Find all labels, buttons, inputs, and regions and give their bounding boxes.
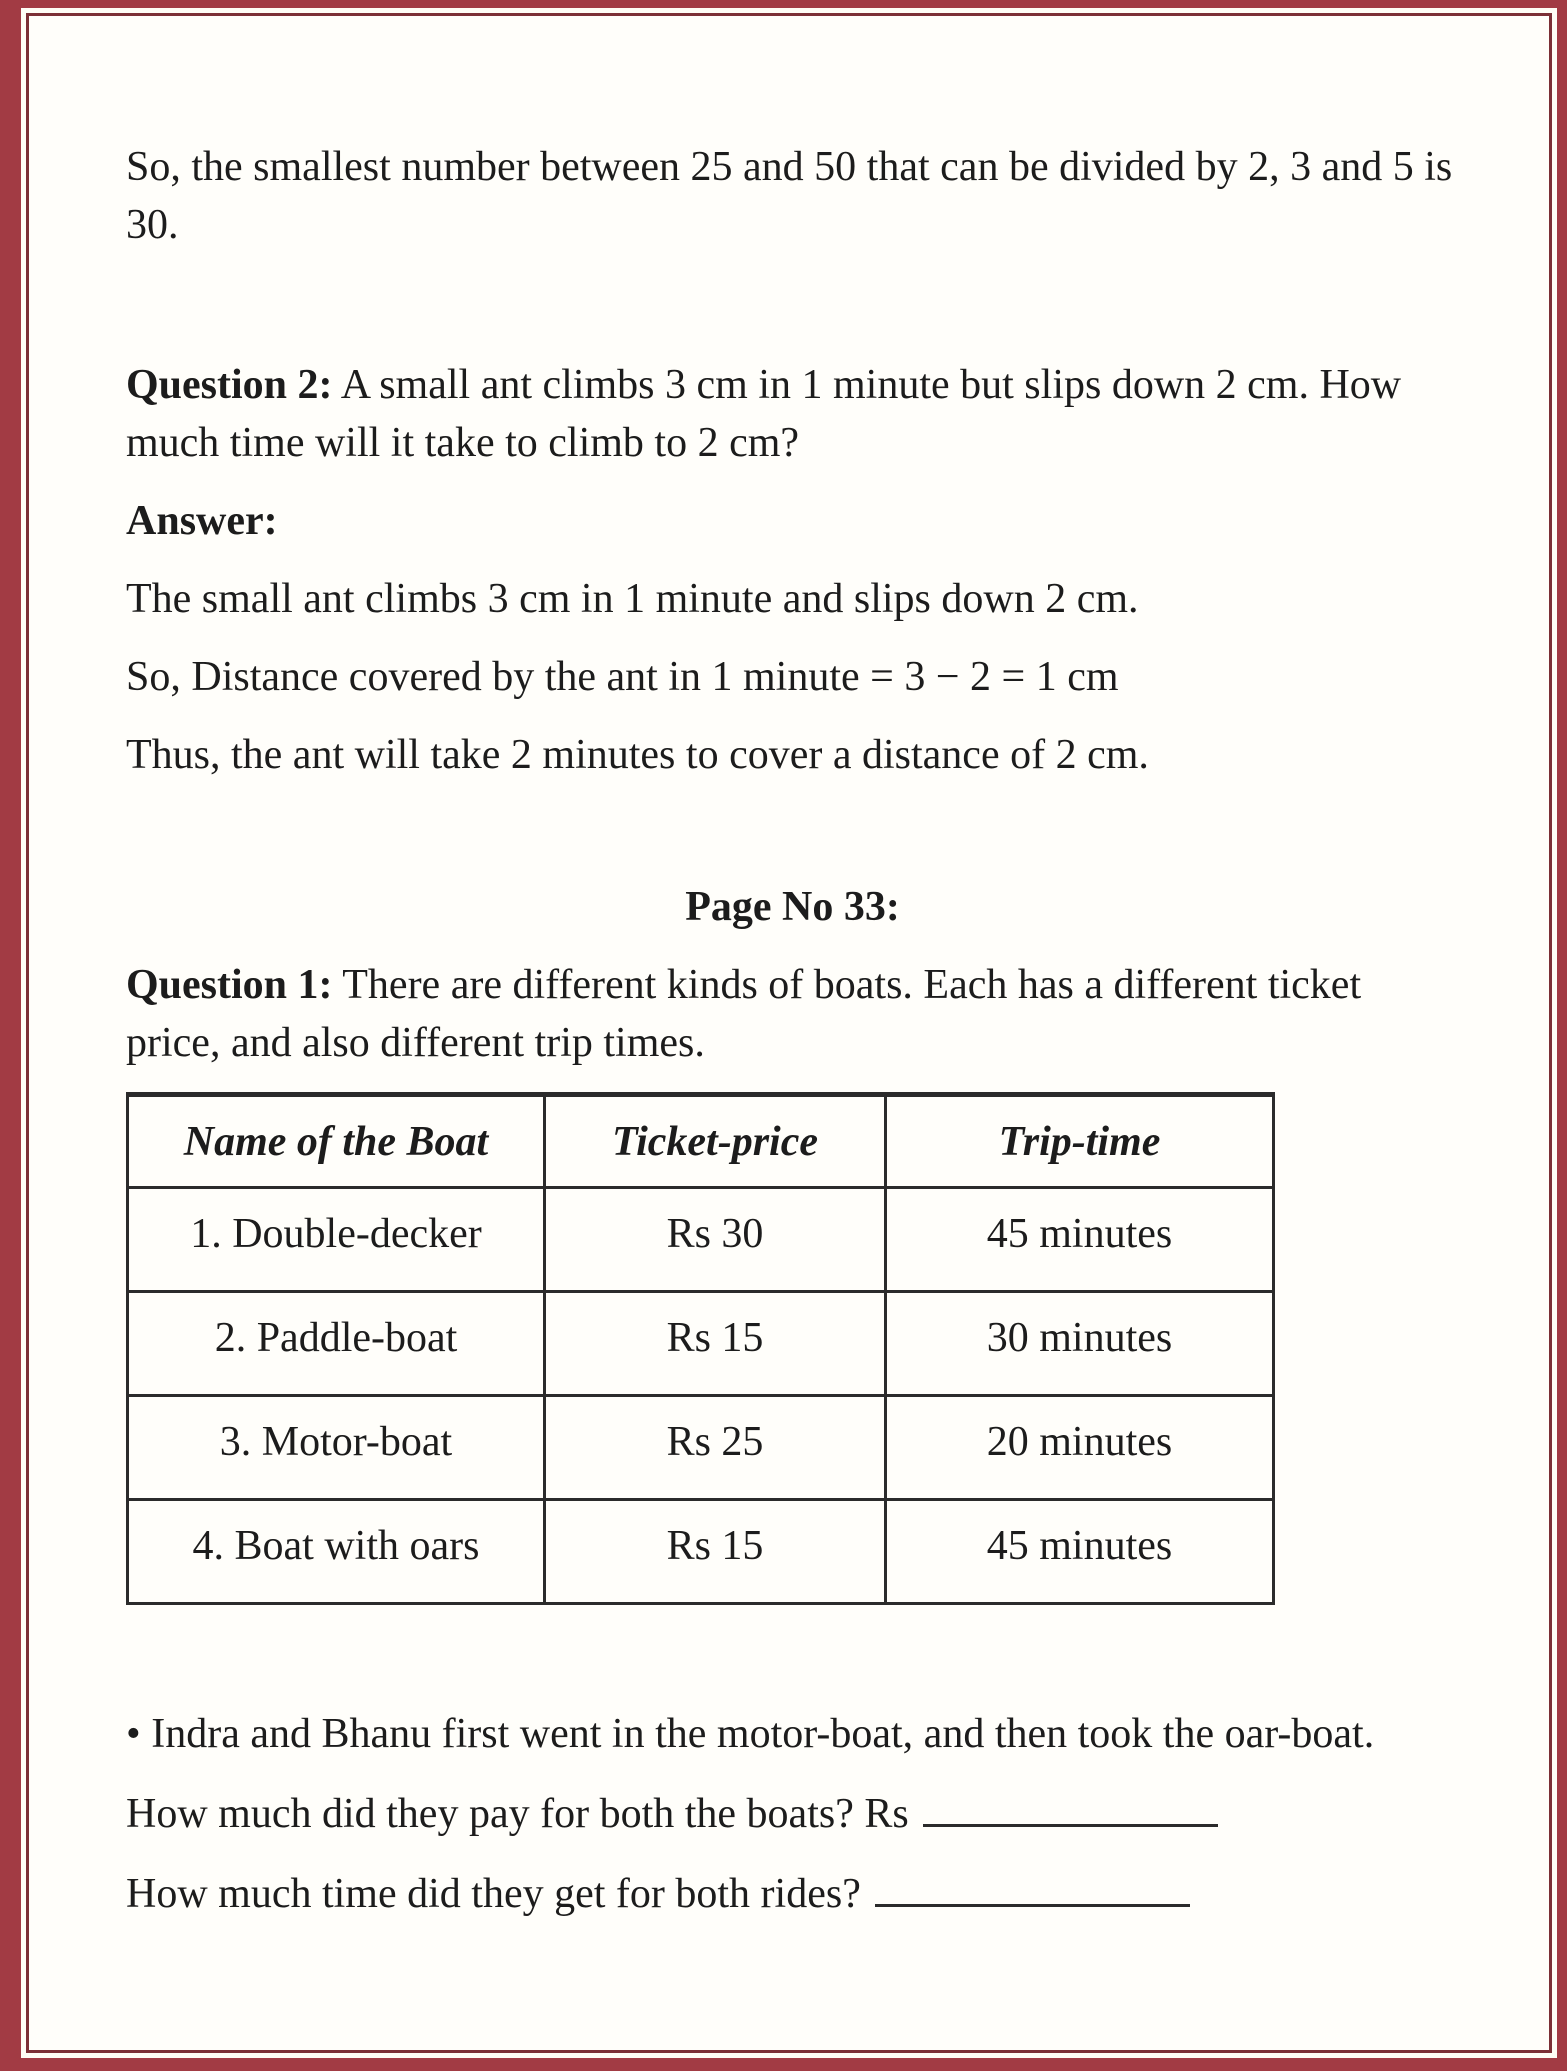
boat-table bbox=[126, 1092, 1275, 1605]
cell-boat-name: 3. Motor-boat bbox=[128, 1396, 545, 1500]
bullet-question-text: Indra and Bhanu first went in the motor-boat, and then took the oar-boat. bbox=[151, 1711, 1375, 1757]
page-heading: Page No 33: bbox=[685, 884, 900, 930]
answer-blank-time bbox=[875, 1873, 1190, 1907]
content-area bbox=[29, 16, 1549, 1923]
header-trip-time: Trip-time bbox=[886, 1095, 1274, 1188]
question-2-paragraph bbox=[126, 356, 1459, 472]
bullet-marker: • bbox=[126, 1711, 141, 1757]
question-1-text: There are different kinds of boats. Each has a different ticket price, and also different trip times. bbox=[126, 962, 1362, 1066]
pay-question-paragraph bbox=[126, 1785, 1459, 1843]
bullet-question-paragraph bbox=[126, 1705, 1459, 1763]
table-row bbox=[128, 1188, 1274, 1292]
cell-trip-time: 30 minutes bbox=[886, 1292, 1274, 1396]
table-row bbox=[128, 1500, 1274, 1604]
boat-table-header bbox=[128, 1095, 1274, 1188]
time-question-paragraph bbox=[126, 1865, 1459, 1923]
question-2-text: A small ant climbs 3 cm in 1 minute but slips down 2 cm. How much time will it take to climb to 2 cm? bbox=[126, 362, 1402, 466]
cell-boat-name: 2. Paddle-boat bbox=[128, 1292, 545, 1396]
table-row bbox=[128, 1396, 1274, 1500]
page-frame bbox=[21, 8, 1557, 2058]
cell-boat-name: 4. Boat with oars bbox=[128, 1500, 545, 1604]
header-ticket-price: Ticket-price bbox=[545, 1095, 886, 1188]
time-question-text: How much time did they get for both rides? bbox=[126, 1871, 861, 1917]
cell-ticket-price: Rs 15 bbox=[545, 1500, 886, 1604]
question-1-paragraph bbox=[126, 956, 1459, 1072]
page-inner-border bbox=[26, 13, 1552, 2053]
table-row bbox=[128, 1292, 1274, 1396]
answer-line-1: The small ant climbs 3 cm in 1 minute and slips down 2 cm. bbox=[126, 576, 1139, 622]
cell-ticket-price: Rs 30 bbox=[545, 1188, 886, 1292]
table-header-row bbox=[128, 1095, 1274, 1188]
cell-ticket-price: Rs 15 bbox=[545, 1292, 886, 1396]
answer-line-3: Thus, the ant will take 2 minutes to cover a distance of 2 cm. bbox=[126, 732, 1149, 778]
pay-question-text: How much did they pay for both the boats? Rs bbox=[126, 1791, 909, 1837]
answer-line-2: So, Distance covered by the ant in 1 minute = 3 − 2 = 1 cm bbox=[126, 654, 1119, 700]
cell-trip-time: 20 minutes bbox=[886, 1396, 1274, 1500]
conclusion-paragraph: So, the smallest number between 25 and 50 that can be divided by 2, 3 and 5 is 30. bbox=[126, 144, 1453, 248]
answer-label: Answer: bbox=[126, 498, 278, 544]
cell-ticket-price: Rs 25 bbox=[545, 1396, 886, 1500]
header-boat-name: Name of the Boat bbox=[128, 1095, 545, 1188]
cell-trip-time: 45 minutes bbox=[886, 1188, 1274, 1292]
cell-boat-name: 1. Double-decker bbox=[128, 1188, 545, 1292]
question-2-label: Question 2: bbox=[126, 362, 333, 408]
question-1-label: Question 1: bbox=[126, 962, 333, 1008]
answer-blank-pay bbox=[923, 1793, 1218, 1827]
cell-trip-time: 45 minutes bbox=[886, 1500, 1274, 1604]
